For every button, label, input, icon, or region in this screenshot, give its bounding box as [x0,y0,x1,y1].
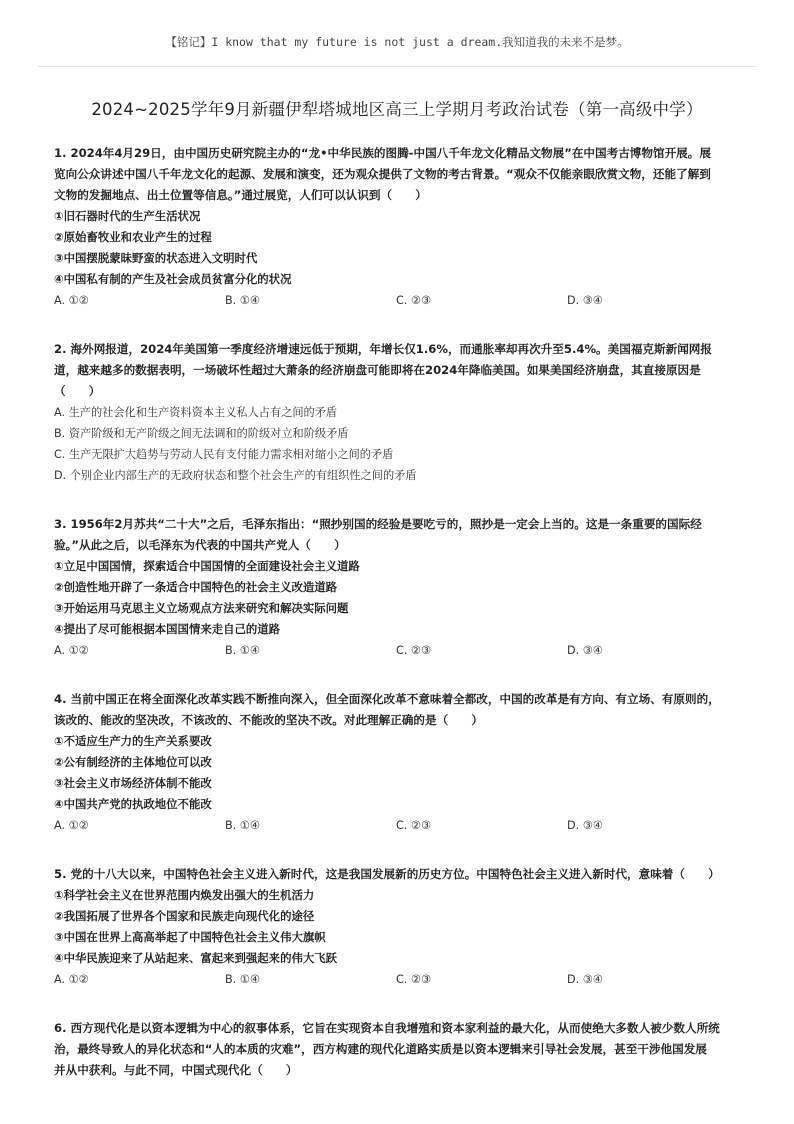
question-stem-line: 4. 当前中国正在将全面深化改革实践不断推向深入，但全面深化改革不意味着全都改，中国的改革是有方向、有立场、有原则的， [54,692,720,706]
question-stem-line: 治，最终导致人的异化状态和“人的本质的灾难”，西方构建的现代化道路实质是以资本逻辑来引导社会发展，甚至干涉他国发展 [54,1042,707,1056]
question-stem-line: 览向公众讲述中国八千年龙文化的起源、发展和演变，还为观众提供了文物的考古背景。“观众不仅能亲眼欣赏文物，还能了解到 [54,167,711,181]
question-stem-line: 5. 党的十八大以来，中国特色社会主义进入新时代，这是我国发展新的历史方位。中国特色社会主义进入新时代，意味着（ ） [54,867,720,881]
spacer [54,836,742,864]
spacer [54,311,742,339]
question-stem-line: 1. 2024年4月29日，由中国历史研究院主办的“龙•中华民族的图腾-中国八千年龙文化精品文物展”在中国考古博物馆开展。展 [54,146,711,160]
option-c[interactable]: C. 生产无限扩大趋势与劳动人民有支付能力需求相对缩小之间的矛盾 [54,448,394,461]
question-stem-line: 该改的、能改的坚决改，不该改的、不能改的坚决不改。对此理解正确的是（ ） [54,713,483,727]
option-a[interactable]: A. ①② [54,294,89,307]
option-d[interactable]: D. ③④ [567,819,603,832]
statement-item: ①旧石器时代的生产生活状况 [54,209,201,223]
question-1 [54,143,742,311]
option-b[interactable]: B. ①④ [225,973,260,986]
question-stem-line: （ ） [54,384,101,398]
option-a[interactable]: A. ①② [54,819,89,832]
page-header-motto: 【铭记】I know that my future is not just a dream.我知道我的未来不是梦。 [165,35,629,49]
statement-item: ③社会主义市场经济体制不能改 [54,776,212,790]
option-c[interactable]: C. ②③ [396,294,431,307]
answer-options [54,290,742,311]
option-c[interactable]: C. ②③ [396,644,431,657]
statement-item: ③开始运用马克思主义立场观点方法来研究和解决实际问题 [54,601,349,615]
answer-options [54,969,742,990]
statement-item: ③中国在世界上高高举起了中国特色社会主义伟大旗帜 [54,930,326,944]
option-c[interactable]: C. ②③ [396,819,431,832]
question-3 [54,514,742,661]
question-stem-line: 道，越来越多的数据表明，一场破坏性超过大萧条的经济崩盘可能即将在2024年降临美国。如果美国经济崩盘，其直接原因是 [54,363,701,377]
statement-item: ②我国拓展了世界各个国家和民族走向现代化的途径 [54,909,315,923]
question-6 [54,1018,742,1081]
answer-options [54,815,742,836]
spacer [54,661,742,689]
question-stem-line: 文物的发掘地点、出土位置等信息。”通过展览，人们可以认识到（ ） [54,188,427,202]
option-a[interactable]: A. ①② [54,973,89,986]
exam-title: 2024~2025学年9月新疆伊犁塔城地区高三上学期月考政治试卷（第一高级中学） [91,100,703,119]
question-list [54,143,742,1081]
statement-item: ④中国私有制的产生及社会成员贫富分化的状况 [54,272,292,286]
answer-options [54,640,742,661]
question-stem-line: 6. 西方现代化是以资本逻辑为中心的叙事体系，它旨在实现资本自我增殖和资本家利益的最大化，从而使绝大多数人被少数人所统 [54,1021,720,1035]
statement-item: ①立足中国国情，探索适合中国国情的全面建设社会主义道路 [54,559,360,573]
question-stem-line: 3. 1956年2月苏共“二十大”之后，毛泽东指出：“照抄别国的经验是要吃亏的，照抄是一定会上当的。这是一条重要的国际经 [54,517,702,531]
option-d[interactable]: D. ③④ [567,973,603,986]
spacer [54,990,742,1018]
question-5 [54,864,742,990]
spacer [54,486,742,514]
question-4 [54,689,742,836]
statement-item: ④提出了尽可能根据本国国情来走自己的道路 [54,622,281,636]
option-d[interactable]: D. ③④ [567,644,603,657]
option-d[interactable]: D. 个别企业内部生产的无政府状态和整个社会生产的有组织性之间的矛盾 [54,469,417,482]
option-b[interactable]: B. ①④ [225,644,260,657]
statement-item: ②创造性地开辟了一条适合中国特色的社会主义改造道路 [54,580,338,594]
option-b[interactable]: B. 资产阶级和无产阶级之间无法调和的阶级对立和阶级矛盾 [54,427,349,440]
option-b[interactable]: B. ①④ [225,819,260,832]
statement-item: ③中国摆脱蒙昧野蛮的状态进入文明时代 [54,251,258,265]
header-divider [38,66,756,67]
question-stem-line: 2. 海外网报道，2024年美国第一季度经济增速远低于预期，年增长仅1.6%，而通胀率却再次升至5.4%。美国福克斯新闻网报 [54,342,712,356]
option-d[interactable]: D. ③④ [567,294,603,307]
question-stem-line: 并从中获利。与此不同，中国式现代化（ ） [54,1063,298,1077]
option-a[interactable]: A. ①② [54,644,89,657]
option-a[interactable]: A. 生产的社会化和生产资料资本主义私人占有之间的矛盾 [54,406,338,419]
statement-item: ④中国共产党的执政地位不能改 [54,797,212,811]
statement-item: ②公有制经济的主体地位可以改 [54,755,212,769]
statement-item: ①科学社会主义在世界范围内焕发出强大的生机活力 [54,888,315,902]
question-stem-line: 验。”从此之后，以毛泽东为代表的中国共产党人（ ） [54,538,346,552]
option-c[interactable]: C. ②③ [396,973,431,986]
option-b[interactable]: B. ①④ [225,294,260,307]
statement-item: ①不适应生产力的生产关系要改 [54,734,212,748]
statement-item: ④中华民族迎来了从站起来、富起来到强起来的伟大飞跃 [54,951,338,965]
statement-item: ②原始畜牧业和农业产生的过程 [54,230,212,244]
question-2 [54,339,742,486]
